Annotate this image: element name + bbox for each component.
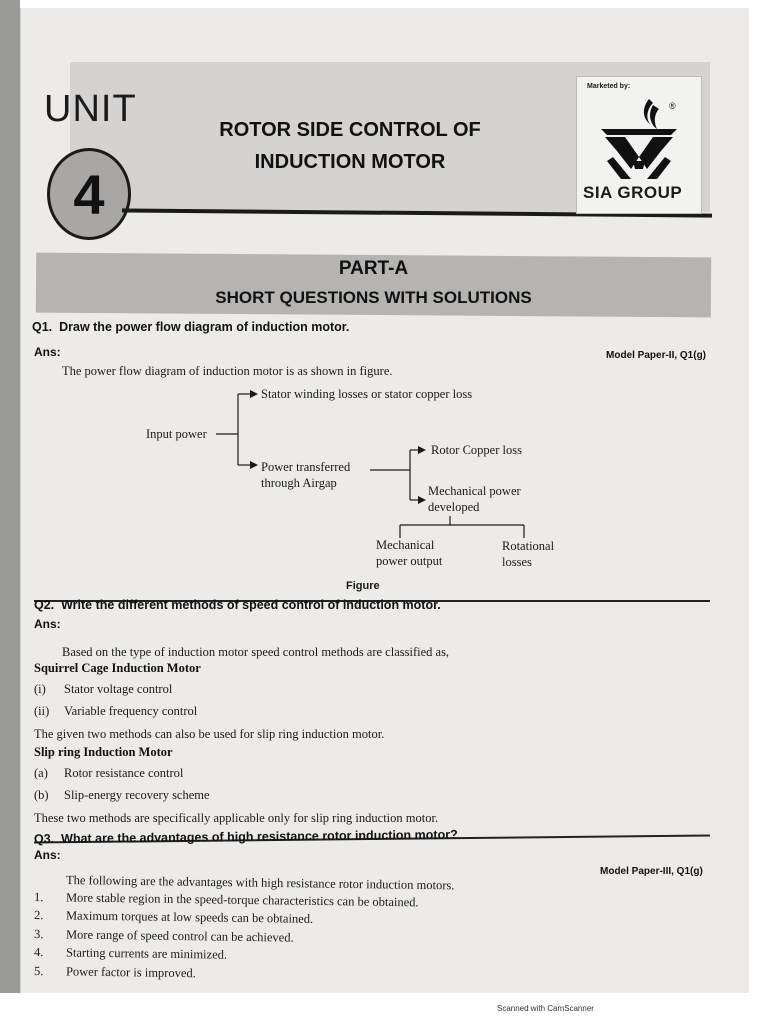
list-text: Power factor is improved. bbox=[65, 964, 196, 981]
list-text: Maximum torques at low speeds can be obtained. bbox=[65, 908, 314, 926]
list-text: Stator voltage control bbox=[64, 682, 173, 696]
list-marker: 5. bbox=[33, 964, 44, 979]
diagram-rotor-copper-loss: Rotor Copper loss bbox=[431, 443, 522, 457]
q3-item bbox=[33, 964, 196, 981]
q2-ans-label: Ans: bbox=[34, 617, 61, 631]
diagram-airgap-line2: through Airgap bbox=[261, 476, 337, 490]
diagram-rotational-losses bbox=[502, 538, 554, 570]
q2-slip-heading: Slip ring Induction Motor bbox=[34, 745, 173, 759]
list-text: Slip-energy recovery scheme bbox=[64, 788, 210, 802]
q1-intro: The power flow diagram of induction motor is as shown in figure. bbox=[62, 364, 393, 378]
q2-text: Write the different methods of speed control of induction motor. bbox=[61, 598, 441, 612]
diagram-stator-losses: Stator winding losses or stator copper loss bbox=[261, 387, 473, 401]
list-text: Starting currents are minimized. bbox=[65, 945, 228, 962]
list-marker: 4. bbox=[33, 945, 44, 960]
q3-ans-label: Ans: bbox=[34, 848, 61, 862]
registered-mark: ® bbox=[669, 101, 676, 111]
logo-marketed-text: Marketed by: bbox=[587, 83, 631, 90]
part-subtitle: SHORT QUESTIONS WITH SOLUTIONS bbox=[215, 288, 532, 307]
q3-item bbox=[33, 927, 294, 945]
q1-model-paper: Model Paper-II, Q1(g) bbox=[606, 350, 707, 361]
q2-squirrel-item bbox=[34, 682, 173, 697]
list-marker: (i) bbox=[34, 682, 46, 696]
list-marker: (b) bbox=[34, 788, 49, 802]
q3-intro: The following are the advantages with high resistance rotor induction motors. bbox=[65, 873, 455, 893]
q2-slip-note: These two methods are specifically applicable only for slip ring induction motor. bbox=[34, 811, 439, 825]
diagram-mech-dev-line2: developed bbox=[428, 500, 480, 514]
q1-question bbox=[32, 320, 349, 334]
chapter-title-line2: INDUCTION MOTOR bbox=[254, 151, 446, 173]
q2-squirrel-note: The given two methods can also be used for slip ring induction motor. bbox=[34, 727, 385, 741]
publisher-logo bbox=[576, 76, 702, 214]
list-text: Rotor resistance control bbox=[64, 766, 184, 780]
diagram-airgap-power bbox=[261, 459, 350, 491]
q2-slip-item bbox=[34, 766, 184, 781]
unit-number-badge: 4 bbox=[47, 148, 131, 240]
q2-number: Q2. bbox=[34, 598, 55, 612]
q3-text: What are the advantages of high resistance rotor induction motor? bbox=[61, 827, 458, 846]
sia-emblem-icon bbox=[591, 95, 687, 181]
chapter-title bbox=[170, 114, 530, 178]
list-marker: 1. bbox=[33, 890, 44, 905]
diagram-rot-line2: losses bbox=[502, 555, 532, 569]
diagram-rot-line1: Rotational bbox=[502, 539, 555, 553]
q2-squirrel-heading: Squirrel Cage Induction Motor bbox=[34, 661, 201, 675]
diagram-mech-out-line1: Mechanical bbox=[376, 538, 435, 552]
list-text: More range of speed control can be achieved. bbox=[65, 927, 294, 945]
q3-number: Q3. bbox=[33, 831, 55, 846]
list-text: More stable region in the speed-torque characteristics can be obtained. bbox=[65, 890, 419, 910]
q1-ans-label: Ans: bbox=[34, 345, 61, 359]
list-marker: 3. bbox=[33, 927, 44, 942]
logo-wordmark: SIA GROUP bbox=[583, 183, 683, 202]
diagram-mech-out-line2: power output bbox=[376, 554, 443, 568]
part-title: PART-A bbox=[338, 258, 409, 279]
diagram-input-power: Input power bbox=[146, 427, 207, 441]
diagram-airgap-line1: Power transferred bbox=[261, 460, 351, 474]
q2-question bbox=[34, 598, 441, 612]
scan-left-margin bbox=[0, 0, 20, 1024]
figure-caption: Figure bbox=[346, 580, 380, 592]
q2-squirrel-item bbox=[34, 704, 198, 719]
scanner-watermark: Scanned with CamScanner bbox=[497, 1004, 594, 1013]
diagram-mechanical-developed bbox=[428, 483, 521, 515]
q1-number: Q1. bbox=[32, 320, 53, 334]
q2-slip-item bbox=[34, 788, 210, 803]
chapter-title-line1: ROTOR SIDE CONTROL OF bbox=[219, 119, 481, 141]
list-marker: (ii) bbox=[34, 704, 50, 718]
q3-model-paper: Model Paper-III, Q1(g) bbox=[600, 866, 703, 877]
q3-item bbox=[33, 890, 419, 910]
diagram-mech-dev-line1: Mechanical power bbox=[428, 484, 521, 498]
scan-footer bbox=[0, 993, 768, 1024]
q2-intro: Based on the type of induction motor speed control methods are classified as, bbox=[62, 645, 450, 659]
q3-item bbox=[33, 908, 314, 926]
list-marker: (a) bbox=[34, 766, 48, 780]
list-text: Variable frequency control bbox=[64, 704, 198, 718]
diagram-mechanical-output bbox=[376, 537, 442, 569]
unit-label: UNIT bbox=[44, 88, 137, 130]
list-marker: 2. bbox=[33, 908, 44, 923]
q1-text: Draw the power flow diagram of induction motor. bbox=[59, 320, 350, 334]
q3-item bbox=[33, 945, 228, 962]
